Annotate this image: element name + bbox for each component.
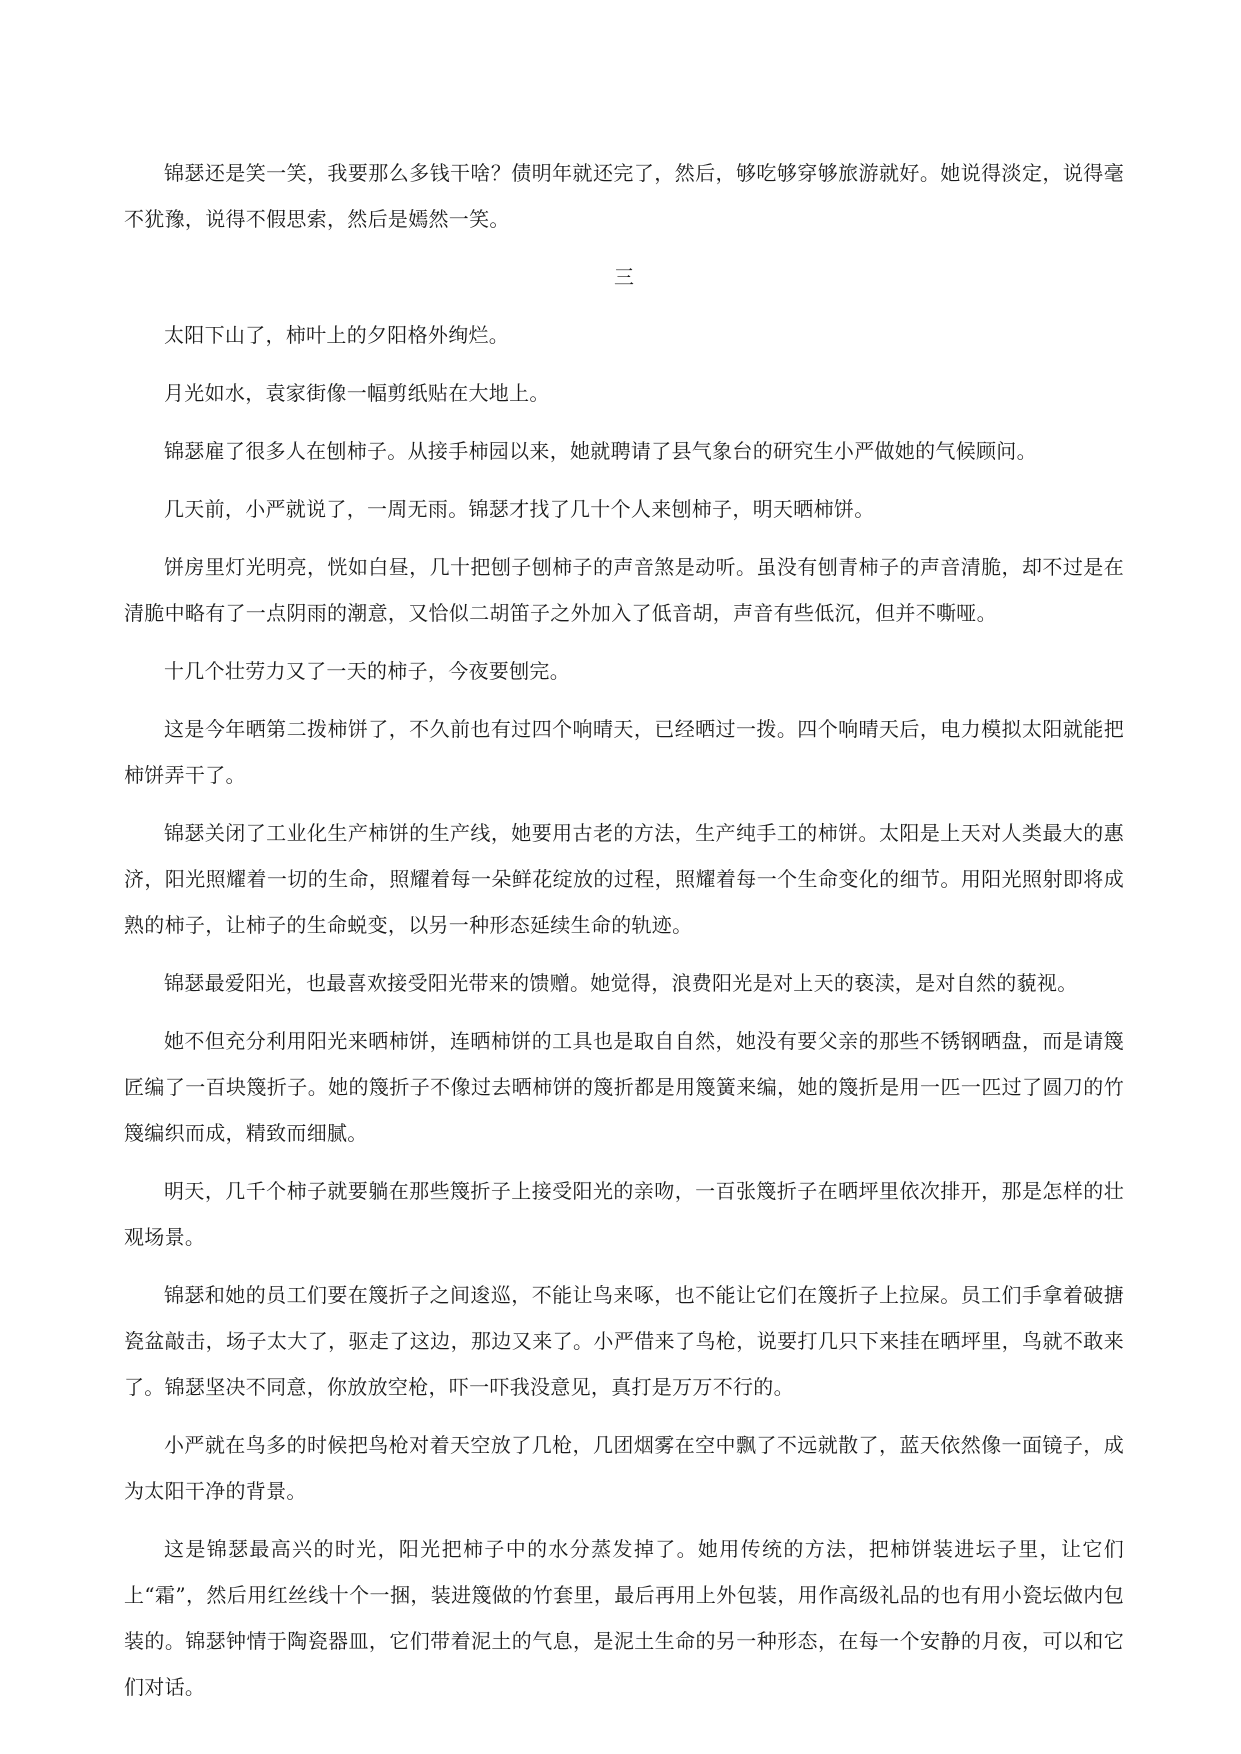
paragraph: 锦瑟和她的员工们要在篾折子之间逡巡，不能让鸟来啄，也不能让它们在篾折子上拉屎。员工们手拿着破搪瓷盆敲击，场子太大了，驱走了这边，那边又来了。小严借来了鸟枪，说要打几只下来挂在晒坪里，鸟就不敢来了。锦瑟坚决不同意，你放放空枪，吓一吓我没意见，真打是万万不行的。 [124, 1283, 1124, 1399]
paragraph: 小严就在鸟多的时候把鸟枪对着天空放了几枪，几团烟雾在空中飘了不远就散了，蓝天依然像一面镜子，成为太阳干净的背景。 [124, 1433, 1124, 1503]
paragraph: 她不但充分利用阳光来晒柿饼，连晒柿饼的工具也是取自自然，她没有要父亲的那些不锈钢晒盘，而是请篾匠编了一百块篾折子。她的篾折子不像过去晒柿饼的篾折都是用篾簧来编，她的篾折是用一匹一匹过了圆刀的竹篾编织而成，精致而细腻。 [124, 1029, 1124, 1145]
paragraph: 明天，几千个柿子就要躺在那些篾折子上接受阳光的亲吻，一百张篾折子在晒坪里依次排开，那是怎样的壮观场景。 [124, 1179, 1124, 1249]
paragraph: 月光如水，袁家街像一幅剪纸贴在大地上。 [164, 381, 550, 405]
paragraph: 这是今年晒第二拨柿饼了，不久前也有过四个响晴天，已经晒过一拨。四个响晴天后，电力模拟太阳就能把柿饼弄干了。 [124, 717, 1124, 787]
paragraph: 锦瑟最爱阳光，也最喜欢接受阳光带来的馈赠。她觉得，浪费阳光是对上天的亵渎，是对自然的藐视。 [164, 971, 1078, 995]
paragraph: 饼房里灯光明亮，恍如白昼，几十把刨子刨柿子的声音煞是动听。虽没有刨青柿子的声音清脆，却不过是在清脆中略有了一点阴雨的潮意，又恰似二胡笛子之外加入了低音胡，声音有些低沉，但并不嘶哑。 [124, 555, 1124, 625]
paragraph: 锦瑟还是笑一笑，我要那么多钱干啥？债明年就还完了，然后，够吃够穿够旅游就好。她说得淡定，说得毫不犹豫，说得不假思索，然后是嫣然一笑。 [124, 161, 1124, 231]
document-body [124, 150, 1124, 1722]
paragraph: 几天前，小严就说了，一周无雨。锦瑟才找了几十个人来刨柿子，明天晒柿饼。 [164, 497, 875, 521]
paragraph: 太阳下山了，柿叶上的夕阳格外绚烂。 [164, 323, 510, 347]
paragraph: 十几个壮劳力又了一天的柿子，今夜要刨完。 [164, 659, 570, 683]
paragraph: 这是锦瑟最高兴的时光，阳光把柿子中的水分蒸发掉了。她用传统的方法，把柿饼装进坛子里，让它们上“霜”，然后用红丝线十个一捆，装进篾做的竹套里，最后再用上外包装，用作高级礼品的也有用小瓷坛做内包装的。锦瑟钟情于陶瓷器皿，它们带着泥土的气息，是泥土生命的另一种形态，在每一个安静的月夜，可以和它们对话。 [124, 1537, 1124, 1699]
paragraph: 锦瑟雇了很多人在刨柿子。从接手柿园以来，她就聘请了县气象台的研究生小严做她的气候顾问。 [164, 439, 1037, 463]
section-heading: 三 [614, 265, 634, 289]
paragraph: 锦瑟关闭了工业化生产柿饼的生产线，她要用古老的方法，生产纯手工的柿饼。太阳是上天对人类最大的惠济，阳光照耀着一切的生命，照耀着每一朵鲜花绽放的过程，照耀着每一个生命变化的细节。用阳光照射即将成熟的柿子，让柿子的生命蜕变，以另一种形态延续生命的轨迹。 [124, 821, 1124, 937]
